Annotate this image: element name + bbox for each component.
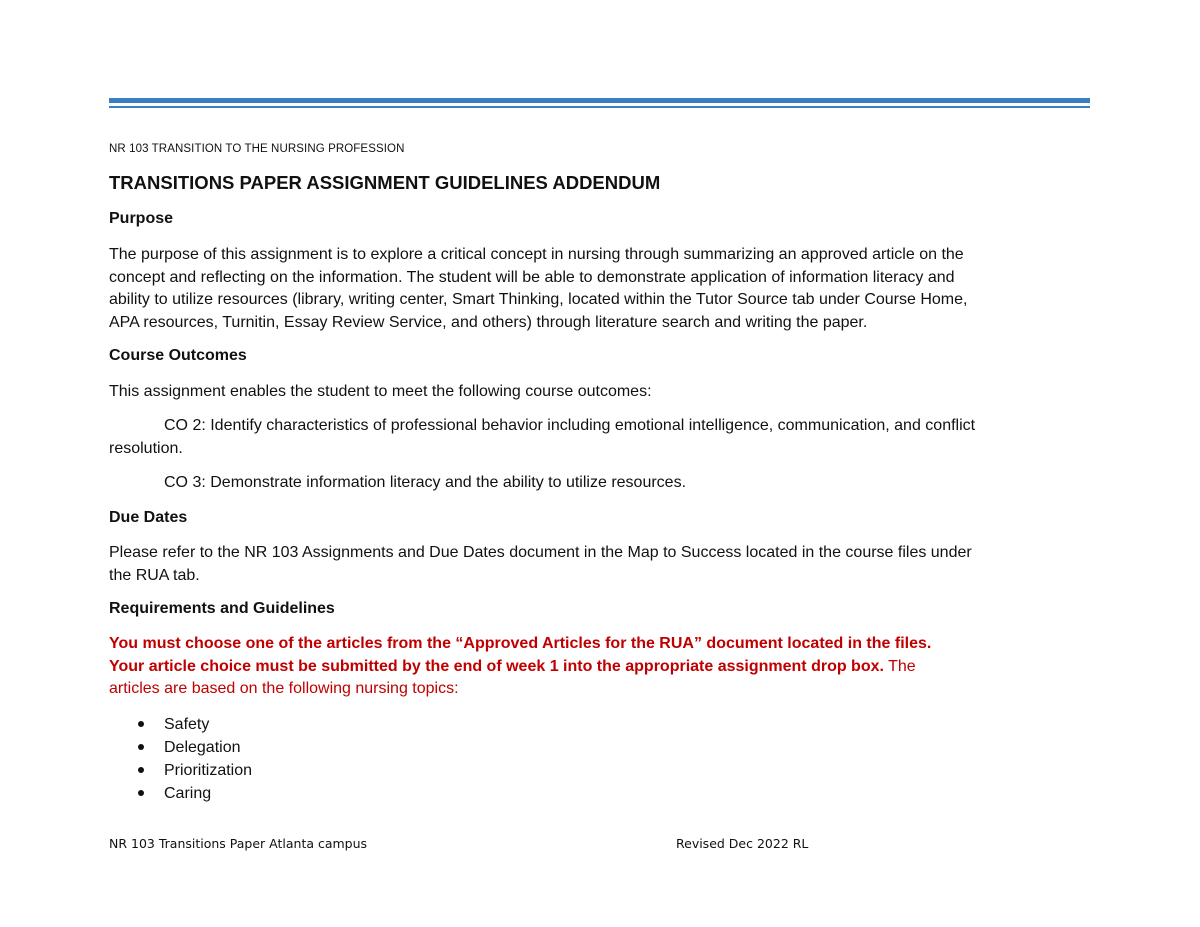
course-outcome-co2 — [109, 415, 1094, 460]
footer-right-text: Revised Dec 2022 RL — [676, 836, 809, 851]
document-title: TRANSITIONS PAPER ASSIGNMENT GUIDELINES ADDENDUM — [109, 172, 661, 193]
topic-label: Safety — [164, 716, 210, 733]
bullet-icon — [138, 767, 144, 773]
due-dates-line: the RUA tab. — [109, 566, 200, 584]
due-dates-paragraph — [109, 542, 1094, 587]
topic-label: Delegation — [164, 739, 241, 756]
due-dates-line: Please refer to the NR 103 Assignments and Due Dates document in the Map to Success located in the course files under — [109, 544, 972, 561]
requirements-paragraph — [109, 633, 1094, 701]
purpose-line: concept and reflecting on the information. The student will be able to demonstrate application of information literacy and — [109, 268, 955, 286]
nursing-topics-list — [109, 713, 252, 805]
co2-text-line2: resolution. — [109, 439, 183, 457]
purpose-line: ability to utilize resources (library, writing center, Smart Thinking, located within the Tutor Source tab under Course Home, — [109, 291, 968, 309]
list-item — [109, 736, 252, 759]
header-rule-thick — [109, 98, 1090, 103]
topic-label: Caring — [164, 785, 212, 802]
requirements-normal-line3: articles are based on the following nursing topics: — [109, 680, 459, 698]
co2-text-line1: CO 2: Identify characteristics of professional behavior including emotional intelligence, communication, and conflict — [164, 417, 976, 434]
list-item — [109, 782, 252, 805]
requirements-normal-tail: The — [883, 657, 916, 675]
bullet-icon — [138, 744, 144, 750]
purpose-paragraph — [109, 244, 1094, 335]
outcomes-intro-text: This assignment enables the student to meet the following course outcomes: — [109, 383, 652, 400]
topic-label: Prioritization — [164, 762, 253, 779]
course-subtitle: NR 103 TRANSITION TO THE NURSING PROFESSION — [109, 143, 405, 155]
header-rule-thin — [109, 106, 1090, 108]
bullet-icon — [138, 721, 144, 727]
purpose-heading: Purpose — [109, 210, 174, 227]
outcomes-intro — [109, 381, 1094, 404]
course-outcome-co3 — [109, 472, 1094, 495]
course-outcomes-heading: Course Outcomes — [109, 347, 247, 364]
bullet-icon — [138, 790, 144, 796]
list-item — [109, 713, 252, 736]
due-dates-heading: Due Dates — [109, 509, 188, 526]
requirements-heading: Requirements and Guidelines — [109, 600, 335, 617]
requirements-bold-line2: Your article choice must be submitted by the end of week 1 into the appropriate assignment drop box. — [109, 657, 884, 675]
list-item — [109, 759, 252, 782]
requirements-bold-line1: You must choose one of the articles from the “Approved Articles for the RUA” document located in the files. — [109, 635, 932, 652]
purpose-line: APA resources, Turnitin, Essay Review Service, and others) through literature search and writing the paper. — [109, 314, 868, 332]
purpose-line: The purpose of this assignment is to explore a critical concept in nursing through summarizing an approved article on the — [109, 246, 964, 263]
footer-left-text: NR 103 Transitions Paper Atlanta campus — [109, 836, 368, 851]
co3-text: CO 3: Demonstrate information literacy and the ability to utilize resources. — [164, 474, 687, 491]
